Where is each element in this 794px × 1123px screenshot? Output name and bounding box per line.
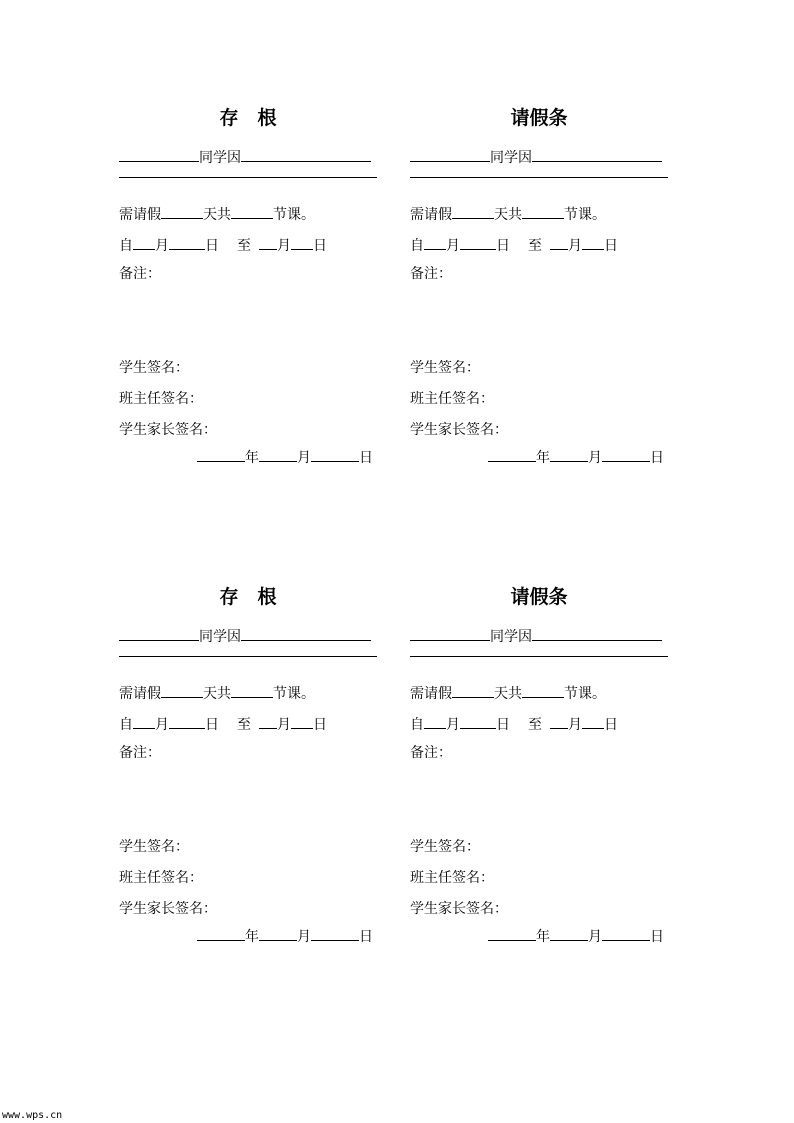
- student-sign-label: 学生签名：: [410, 839, 480, 855]
- to-day-blank[interactable]: [291, 713, 313, 729]
- day-blank[interactable]: [602, 446, 650, 462]
- days-mid-label: 天共: [494, 686, 522, 702]
- reason-blank[interactable]: [532, 625, 662, 641]
- to-label: 至: [237, 717, 251, 733]
- reason-continuation-blank[interactable]: [410, 177, 668, 178]
- reason-label: 同学因: [199, 629, 241, 645]
- reason-continuation-blank[interactable]: [119, 656, 377, 657]
- student-sign-label: 学生签名：: [119, 839, 189, 855]
- days-mid-label: 天共: [203, 207, 231, 223]
- from-day-blank[interactable]: [460, 234, 496, 250]
- sign-date-line: [488, 925, 664, 946]
- reason-line: [119, 146, 371, 167]
- days-prefix-label: 需请假: [410, 207, 452, 223]
- date-range-line: [410, 234, 618, 255]
- from-month-blank[interactable]: [424, 713, 446, 729]
- to-day-label: 日: [604, 717, 618, 733]
- parent-sign-label: 学生家长签名：: [410, 901, 508, 917]
- to-month-label: 月: [277, 238, 291, 254]
- month-blank[interactable]: [550, 925, 588, 941]
- day-label: 日: [359, 450, 373, 466]
- days-mid-label: 天共: [494, 207, 522, 223]
- month-label: 月: [588, 450, 602, 466]
- day-label: 日: [650, 450, 664, 466]
- name-blank[interactable]: [119, 146, 199, 162]
- leave-request-slip: [410, 580, 668, 950]
- from-label: 自: [410, 238, 424, 254]
- year-blank[interactable]: [488, 446, 536, 462]
- from-month-blank[interactable]: [133, 713, 155, 729]
- days-blank[interactable]: [452, 682, 494, 698]
- day-label: 日: [359, 929, 373, 945]
- from-month-label: 月: [155, 238, 169, 254]
- date-range-line: [119, 234, 327, 255]
- days-prefix-label: 需请假: [119, 686, 161, 702]
- days-blank[interactable]: [452, 203, 494, 219]
- days-line: [410, 203, 606, 224]
- days-mid-label: 天共: [203, 686, 231, 702]
- parent-sign-label: 学生家长签名：: [119, 901, 217, 917]
- teacher-sign-label: 班主任签名：: [119, 870, 203, 886]
- days-suffix-label: 节课。: [273, 686, 315, 702]
- name-blank[interactable]: [410, 625, 490, 641]
- date-range-line: [119, 713, 327, 734]
- to-label: 至: [237, 238, 251, 254]
- teacher-sign-label: 班主任签名：: [410, 870, 494, 886]
- day-blank[interactable]: [602, 925, 650, 941]
- from-label: 自: [119, 238, 133, 254]
- student-sign-label: 学生签名：: [410, 360, 480, 376]
- reason-continuation-blank[interactable]: [119, 177, 377, 178]
- parent-sign-label: 学生家长签名：: [119, 422, 217, 438]
- year-blank[interactable]: [197, 446, 245, 462]
- month-blank[interactable]: [259, 446, 297, 462]
- leave-request-slip: [410, 101, 668, 471]
- reason-line: [410, 146, 662, 167]
- year-label: 年: [245, 929, 259, 945]
- day-label: 日: [650, 929, 664, 945]
- slip-title: 请假条: [510, 107, 568, 129]
- reason-continuation-blank[interactable]: [410, 656, 668, 657]
- to-day-label: 日: [313, 238, 327, 254]
- lessons-blank[interactable]: [231, 203, 273, 219]
- month-blank[interactable]: [259, 925, 297, 941]
- counterfoil-slip: [119, 101, 377, 471]
- days-line: [119, 682, 315, 703]
- from-month-label: 月: [446, 717, 460, 733]
- to-month-label: 月: [568, 717, 582, 733]
- parent-sign-label: 学生家长签名：: [410, 422, 508, 438]
- to-month-label: 月: [568, 238, 582, 254]
- teacher-sign-label: 班主任签名：: [119, 391, 203, 407]
- student-sign-label: 学生签名：: [119, 360, 189, 376]
- to-day-blank[interactable]: [291, 234, 313, 250]
- day-blank[interactable]: [311, 446, 359, 462]
- days-line: [410, 682, 606, 703]
- slip-title: 存 根: [219, 107, 277, 129]
- days-prefix-label: 需请假: [119, 207, 161, 223]
- to-day-blank[interactable]: [582, 713, 604, 729]
- counterfoil-slip: [119, 580, 377, 950]
- year-label: 年: [536, 450, 550, 466]
- to-month-blank[interactable]: [259, 234, 277, 250]
- from-day-label: 日: [496, 238, 510, 254]
- lessons-blank[interactable]: [231, 682, 273, 698]
- reason-label: 同学因: [490, 629, 532, 645]
- remark-label: 备注：: [410, 266, 452, 282]
- remark-label: 备注：: [410, 745, 452, 761]
- from-label: 自: [410, 717, 424, 733]
- remark-label: 备注：: [119, 266, 161, 282]
- year-label: 年: [536, 929, 550, 945]
- from-month-label: 月: [155, 717, 169, 733]
- days-suffix-label: 节课。: [564, 207, 606, 223]
- from-day-blank[interactable]: [169, 234, 205, 250]
- name-blank[interactable]: [410, 146, 490, 162]
- days-line: [119, 203, 315, 224]
- month-label: 月: [297, 929, 311, 945]
- slip-title: 请假条: [510, 586, 568, 608]
- reason-line: [119, 625, 371, 646]
- name-blank[interactable]: [119, 625, 199, 641]
- reason-line: [410, 625, 662, 646]
- to-day-label: 日: [313, 717, 327, 733]
- to-label: 至: [528, 238, 542, 254]
- from-day-label: 日: [205, 717, 219, 733]
- year-label: 年: [245, 450, 259, 466]
- from-month-label: 月: [446, 238, 460, 254]
- reason-label: 同学因: [199, 150, 241, 166]
- year-blank[interactable]: [197, 925, 245, 941]
- to-day-blank[interactable]: [582, 234, 604, 250]
- date-range-line: [410, 713, 618, 734]
- reason-label: 同学因: [490, 150, 532, 166]
- lessons-blank[interactable]: [522, 203, 564, 219]
- to-month-blank[interactable]: [550, 234, 568, 250]
- to-month-label: 月: [277, 717, 291, 733]
- from-day-blank[interactable]: [169, 713, 205, 729]
- days-suffix-label: 节课。: [564, 686, 606, 702]
- sign-date-line: [197, 925, 373, 946]
- sign-date-line: [197, 446, 373, 467]
- reason-blank[interactable]: [532, 146, 662, 162]
- reason-blank[interactable]: [241, 146, 371, 162]
- days-blank[interactable]: [161, 682, 203, 698]
- sign-date-line: [488, 446, 664, 467]
- to-day-label: 日: [604, 238, 618, 254]
- day-blank[interactable]: [311, 925, 359, 941]
- to-label: 至: [528, 717, 542, 733]
- month-label: 月: [588, 929, 602, 945]
- from-day-label: 日: [496, 717, 510, 733]
- month-label: 月: [297, 450, 311, 466]
- to-month-blank[interactable]: [550, 713, 568, 729]
- slip-title: 存 根: [219, 586, 277, 608]
- from-day-blank[interactable]: [460, 713, 496, 729]
- remark-label: 备注：: [119, 745, 161, 761]
- days-suffix-label: 节课。: [273, 207, 315, 223]
- from-month-blank[interactable]: [133, 234, 155, 250]
- from-day-label: 日: [205, 238, 219, 254]
- lessons-blank[interactable]: [522, 682, 564, 698]
- to-month-blank[interactable]: [259, 713, 277, 729]
- footer-watermark: www.wps.cn: [2, 1110, 63, 1121]
- from-month-blank[interactable]: [424, 234, 446, 250]
- teacher-sign-label: 班主任签名：: [410, 391, 494, 407]
- days-blank[interactable]: [161, 203, 203, 219]
- month-blank[interactable]: [550, 446, 588, 462]
- days-prefix-label: 需请假: [410, 686, 452, 702]
- year-blank[interactable]: [488, 925, 536, 941]
- reason-blank[interactable]: [241, 625, 371, 641]
- from-label: 自: [119, 717, 133, 733]
